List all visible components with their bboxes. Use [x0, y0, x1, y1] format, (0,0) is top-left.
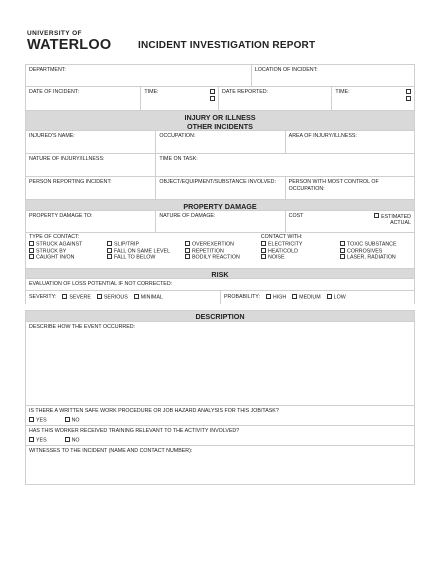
probability-low[interactable]: [327, 294, 346, 301]
risk-header-text: RISK: [211, 270, 229, 279]
occupation-label: OCCUPATION:: [159, 133, 196, 139]
checkbox[interactable]: [29, 417, 34, 422]
option-label: YES: [36, 417, 47, 424]
option-label: REPETITION: [192, 248, 224, 254]
area-label: AREA OF INJURY/ILLNESS:: [288, 133, 357, 139]
checkbox[interactable]: [29, 241, 34, 246]
option-label: HIGH: [272, 294, 287, 301]
checkbox[interactable]: [340, 248, 345, 253]
department-field[interactable]: [26, 65, 251, 86]
probability-medium[interactable]: [292, 294, 320, 301]
witnesses-label: WITNESSES TO THE INCIDENT (NAME AND CONTACT NUMBER):: [29, 448, 193, 454]
person-reporting-label: PERSON REPORTING INCIDENT:: [29, 179, 112, 185]
checkbox[interactable]: [185, 254, 190, 259]
checkbox[interactable]: [185, 241, 190, 246]
option-laser-radiation[interactable]: [340, 254, 419, 261]
row-injured: [25, 130, 415, 153]
occupation-field[interactable]: [155, 131, 284, 153]
option-caught-in-on[interactable]: [29, 254, 107, 261]
q1-no[interactable]: [65, 417, 80, 424]
person-control-field[interactable]: [285, 177, 414, 199]
q2-no[interactable]: [65, 437, 80, 444]
logo-line2: WATERLOO: [27, 36, 112, 53]
damage-to-field[interactable]: [26, 211, 155, 232]
severity-label: SEVERITY:: [29, 294, 57, 301]
time1-field[interactable]: [140, 87, 218, 110]
severity-minimal[interactable]: [134, 294, 163, 301]
row-question1: [25, 405, 415, 425]
description-header-text: DESCRIPTION: [195, 312, 245, 321]
question2-options: [26, 437, 414, 446]
time-on-task-label: TIME ON TASK:: [159, 156, 198, 162]
estimated-label: ESTIMATED: [381, 213, 411, 220]
option-bodily-reaction[interactable]: [185, 254, 261, 261]
question2-label: HAS THIS WORKER RECEIVED TRAINING RELEVANT TO THE ACTIVITY INVOLVED?: [29, 428, 240, 434]
am-checkbox-2[interactable]: [406, 89, 411, 94]
option-label: YES: [36, 437, 47, 444]
injury-header-line1: INJURY OR ILLNESS: [184, 113, 256, 122]
actual-option[interactable]: [390, 220, 411, 226]
checkbox[interactable]: [29, 437, 34, 442]
option-label: SLIP/TRIP: [114, 241, 140, 248]
checkbox[interactable]: [134, 294, 139, 299]
person-control-label: PERSON WITH MOST CONTROL OF OCCUPATION:: [288, 179, 379, 192]
checkbox[interactable]: [261, 254, 266, 259]
estimated-checkbox[interactable]: [374, 213, 379, 218]
pm-checkbox-1[interactable]: [210, 96, 215, 101]
checkbox[interactable]: [266, 294, 271, 299]
checkbox[interactable]: [340, 241, 345, 246]
option-label: MINIMAL: [140, 294, 163, 301]
property-header-text: PROPERTY DAMAGE: [183, 202, 257, 211]
option-label: HEAT/COLD: [268, 248, 298, 254]
location-label: LOCATION OF INCIDENT:: [254, 67, 318, 73]
option-label: FALL TO BELOW: [114, 254, 156, 261]
checkbox[interactable]: [107, 248, 112, 253]
contact-options: [25, 241, 415, 268]
department-label: DEPARTMENT:: [29, 67, 66, 73]
option-label: CORROSIVES: [347, 248, 383, 254]
q2-yes[interactable]: [29, 437, 47, 444]
option-label: FALL ON SAME LEVEL: [114, 248, 171, 254]
option-label: ELECTRICITY: [268, 241, 303, 248]
injury-header-cell: [26, 112, 414, 129]
contact-with-label: CONTACT WITH:: [260, 234, 303, 240]
option-label: NOISE: [268, 254, 285, 261]
incident-form: [25, 64, 415, 485]
nature-label: NATURE OF INJURY/ILLNESS:: [29, 156, 105, 162]
injury-header-line2: OTHER INCIDENTS: [187, 122, 253, 131]
checkbox[interactable]: [292, 294, 297, 299]
time1-label: TIME:: [144, 89, 159, 95]
university-logo: [27, 31, 111, 52]
checkbox[interactable]: [29, 254, 34, 259]
cost-label: COST: [288, 213, 304, 219]
risk-section-header: [25, 268, 415, 278]
checkbox[interactable]: [327, 294, 332, 299]
severity-severe[interactable]: [62, 294, 91, 301]
evaluation-label: EVALUATION OF LOSS POTENTIAL IF NOT CORRECTED:: [29, 281, 173, 287]
checkbox[interactable]: [65, 417, 70, 422]
nature-damage-label: NATURE OF DAMAGE:: [159, 213, 216, 219]
logo-line1: UNIVERSITY OF: [27, 30, 82, 37]
am-checkbox-1[interactable]: [210, 89, 215, 94]
probability-high[interactable]: [266, 294, 286, 301]
object-involved-field[interactable]: [155, 177, 284, 199]
row-department: [25, 64, 415, 86]
checkbox[interactable]: [185, 248, 190, 253]
injured-name-label: INJURED'S NAME:: [29, 133, 75, 139]
checkbox[interactable]: [107, 241, 112, 246]
time-on-task-field[interactable]: [155, 154, 414, 176]
row-property: [25, 210, 415, 232]
type-contact-label: TYPE OF CONTACT:: [29, 234, 80, 240]
option-label: CAUGHT IN/ON: [36, 254, 75, 261]
area-field[interactable]: [285, 131, 414, 153]
person-reporting-field[interactable]: [26, 177, 155, 199]
option-label: TOXIC SUBSTANCE: [347, 241, 397, 248]
time2-label: TIME:: [335, 89, 350, 95]
severity-field: [26, 291, 220, 304]
describe-field[interactable]: [25, 321, 415, 405]
checkbox[interactable]: [340, 254, 345, 259]
row-evaluation: [25, 278, 415, 290]
cost-field[interactable]: [285, 211, 414, 232]
option-label: OVEREXERTION: [192, 241, 234, 248]
checkbox[interactable]: [62, 294, 67, 299]
date-incident-field[interactable]: [26, 87, 140, 110]
probability-field: [220, 291, 414, 304]
nature-field[interactable]: [26, 154, 155, 176]
option-label: STRUCK BY: [36, 248, 67, 254]
probability-label: PROBABILITY:: [224, 294, 260, 301]
witnesses-field[interactable]: [25, 445, 415, 485]
option-label: MEDIUM: [299, 294, 321, 301]
option-fall-to-below[interactable]: [107, 254, 185, 261]
checkbox[interactable]: [29, 248, 34, 253]
row-dates: [25, 86, 415, 110]
option-label: STRUCK AGAINST: [36, 241, 83, 248]
question1-label: IS THERE A WRITTEN SAFE WORK PROCEDURE OR JOB HAZARD ANALYSIS FOR THIS JOB/TASK?: [29, 408, 279, 414]
pm-checkbox-2[interactable]: [406, 96, 411, 101]
option-label: LASER, RADIATION: [347, 254, 396, 261]
row-question2: [25, 425, 415, 445]
option-label: LOW: [333, 294, 346, 301]
object-involved-label: OBJECT/EQUIPMENT/SUBSTANCE INVOLVED:: [159, 179, 276, 185]
row-reporting: [25, 176, 415, 199]
row-contact-labels: [25, 232, 415, 241]
damage-to-label: PROPERTY DAMAGE TO:: [29, 213, 93, 219]
describe-label: DESCRIBE HOW THE EVENT OCCURRED:: [29, 324, 136, 330]
injured-name-field[interactable]: [26, 131, 155, 153]
date-incident-label: DATE OF INCIDENT:: [29, 89, 79, 95]
location-field[interactable]: [251, 65, 414, 86]
date-reported-field[interactable]: [218, 87, 331, 110]
option-label: NO: [71, 417, 80, 424]
checkbox[interactable]: [65, 437, 70, 442]
injury-section-header: [25, 110, 415, 130]
option-label: SEVERE: [69, 294, 91, 301]
option-label: SERIOUS: [103, 294, 128, 301]
property-section-header: [25, 199, 415, 210]
option-label: BODILY REACTION: [192, 254, 240, 261]
option-noise[interactable]: [261, 254, 340, 261]
checkbox[interactable]: [97, 294, 102, 299]
nature-damage-field[interactable]: [155, 211, 284, 232]
severity-serious[interactable]: [97, 294, 128, 301]
checkbox[interactable]: [261, 241, 266, 246]
cost-options: [374, 213, 411, 230]
q1-yes[interactable]: [29, 417, 47, 424]
checkbox[interactable]: [261, 248, 266, 253]
option-label: NO: [71, 437, 80, 444]
time2-field[interactable]: [331, 87, 414, 110]
row-severity: [25, 290, 415, 304]
date-reported-label: DATE REPORTED:: [222, 89, 269, 95]
checkbox[interactable]: [107, 254, 112, 259]
row-nature: [25, 153, 415, 176]
estimated-option[interactable]: [374, 214, 411, 220]
question1-options: [26, 417, 414, 426]
actual-label: ACTUAL: [390, 220, 411, 227]
page-title: INCIDENT INVESTIGATION REPORT: [138, 40, 316, 51]
description-section-header: [25, 310, 415, 321]
